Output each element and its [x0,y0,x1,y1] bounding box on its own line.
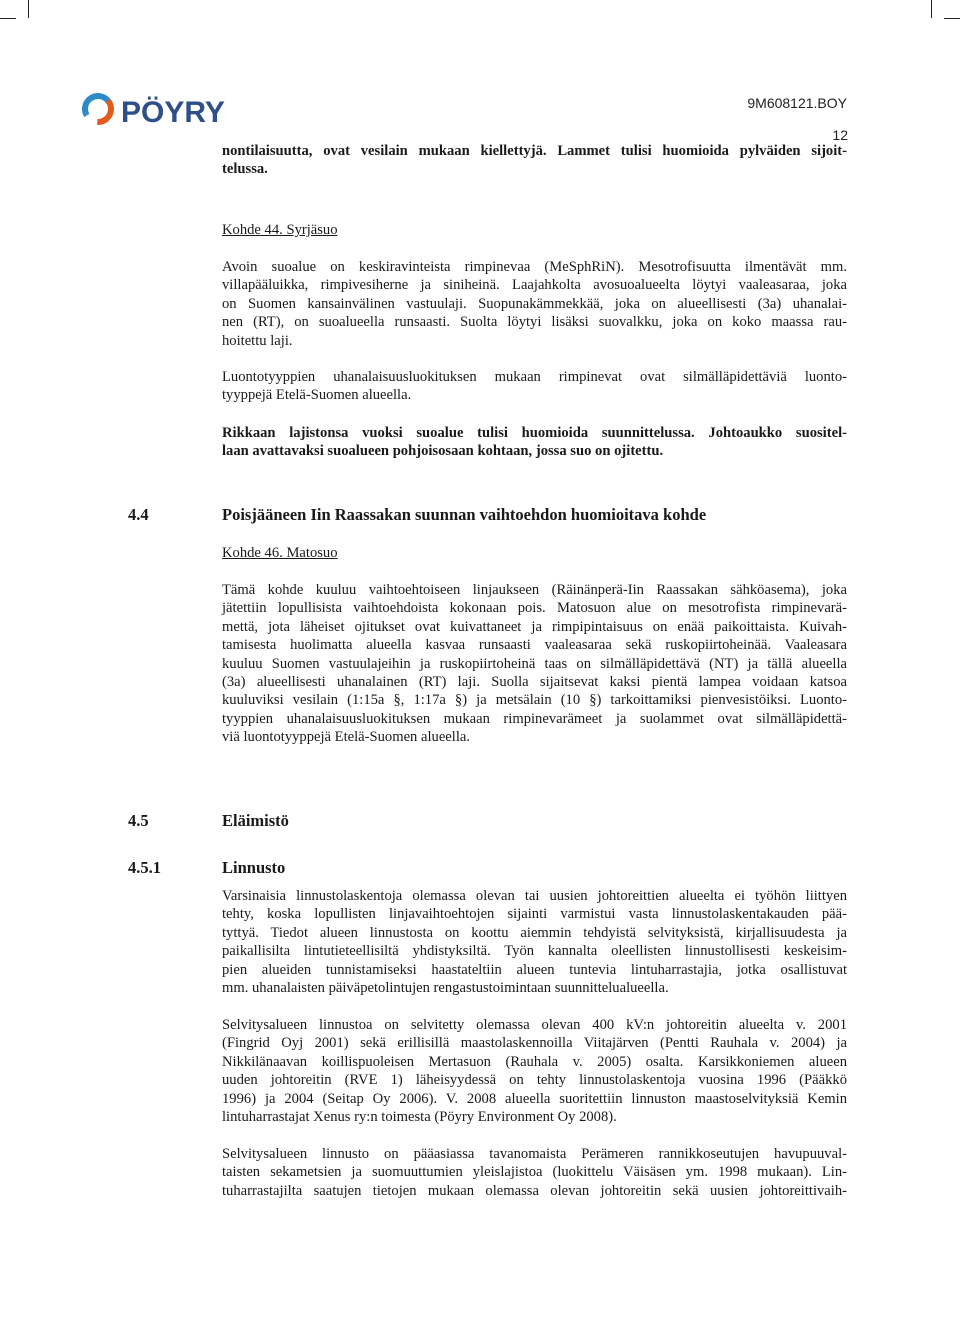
kohde-44-paragraph-3 [222,424,847,461]
text-line: tyyppien uhanalaisuusluokituksen mukaan rimpinevarämeet ja suolammet ovat silmälläpidettä- [222,710,847,727]
intro-paragraph [222,142,847,179]
page-number: 12 [832,127,848,143]
text-line: Selvitysalueen linnusto on pääasiassa tavanomaista Perämeren rannikkoseutujen havupuuval- [222,1146,847,1162]
kohde-44-paragraph-2 [222,368,847,405]
section-number: 4.5.1 [128,858,161,877]
text-line: Luontotyyppien uhanalaisuusluokituksen mukaan rimpinevat ovat silmälläpidettäviä luonto- [222,369,847,385]
text-line: Rikkaan lajistonsa vuoksi suoalue tulisi huomioida suunnittelussa. Johtoaukko suositel- [222,425,847,441]
section-number: 4.5 [128,811,149,830]
text-line: Tämä kohde kuuluu vaihtoehtoiseen linjaukseen (Räinänperä-Iin Raassakan sähköasema), joka [222,582,847,598]
text-line: Varsinaisia linnustolaskentoja olemassa olevan tai uusien johtoreittien alueelta ei työhön liittyen [222,888,847,904]
text-line: hoitettu laji. [222,332,293,349]
crop-mark [931,0,932,18]
section-heading: Linnusto [222,858,286,877]
text-line: tyttyä. Tiedot alueen linnustosta on koottu aiemmin tehdyistä selvityksistä, kirjallisuudesta ja [222,924,847,941]
text-line: nontilaisuutta, ovat vesilain mukaan kiellettyjä. Lammet tulisi huomioida pylväiden sijoit- [222,143,847,159]
text-line: 1996) ja 2004 (Seitap Oy 2006). V. 2008 alueella suoritettiin linnuston maastoselvityksiä Kemin [222,1090,847,1107]
text-line: tyyppejä Etelä-Suomen alueella. [222,387,412,404]
text-line: taisten sekametsien ja suomuuttumien yleislajistoa (luokittelu Väisäsen ym. 1998 mukaan). Lin- [222,1164,847,1181]
text-line: telussa. [222,161,268,178]
text-line: Avoin suoalue on keskiravinteista rimpinevaa (MeSphRiN). Mesotrofisuutta ilmentävät mm. [222,259,847,275]
text-line: laan avattavaksi suoalueen pohjoisosaan kohtaan, jossa suo on ojitettu. [222,443,664,460]
text-line: Selvitysalueen linnustoa on selvitetty olemassa olevan 400 kV:n johtoreitin alueelta v. 2001 [222,1017,847,1033]
linnusto-paragraph-1 [222,887,847,997]
text-line: tehty, koska lopullisten linjavaihtoehtojen sijainti varmistui vasta linnustolaskentakauden pää- [222,906,847,923]
brand-text: PÖYRY [121,96,225,126]
text-line: Nikkilänaavan koillispuoleisen Mertasuon (Rauhala v. 2005) osalta. Karsikkoniemen alueen [222,1053,847,1070]
text-line: jätettiin lopullisista vaihtoehdoista kokonaan pois. Matosuon alue on mesotrofista rimpinevarä- [222,600,847,617]
text-line: (3a) alueellisesti uhanalainen (RT) laji. Suolla sijaitsevat kaksi pientä lampea voidaan katsoa [222,674,847,691]
crop-mark [28,0,29,18]
text-line: (Fingrid Oyj 2001) sekä erillisillä maastolaskennoilla Viitajärven (Pentti Rauhala v. 2004) ja [222,1035,847,1052]
text-line: villapääluikka, rimpivesiherne ja siniheinä. Laajahkolta avosuoalueelta löytyi vaaleasaraa, joka [222,277,847,294]
kohde-46-paragraph [222,581,847,747]
text-line: tamisesta huolimatta alueella kasvaa runsaasti vaaleasaraa sekä ruskopiirtoheinää. Vaaleasara [222,637,847,654]
text-line: tuharrastajilta saatujen tietojen mukaan olemassa olevan johtoreitin sekä uusien johtoreittivaih- [222,1182,847,1199]
text-line: nen (RT), on suoalueella runsaasti. Suolta löytyi lisäksi suovalkku, joka on koko maassa rau- [222,314,847,331]
poyry-logo [81,92,273,126]
text-line: kuuluu Suomen vastuulajeihin ja ruskopiirtoheinä taas on silmälläpidettävä (NT) ja tällä alueella [222,655,847,672]
document-id: 9M608121.BOY [747,95,847,111]
text-line: uuden johtoreitin (RVE 1) läheisyydessä on tehty linnustolaskentoja vuosina 1996 (Pääkkö [222,1072,847,1089]
linnusto-paragraph-2 [222,1016,847,1126]
kohde-44-title: Kohde 44. Syrjäsuo [222,222,338,238]
text-line: pien alueiden tunnistamiseksi haastateltiin alueen tuntevia lintuharrastajia, jotka osallistuvat [222,961,847,978]
section-number: 4.4 [128,505,149,524]
linnusto-paragraph-3 [222,1145,847,1200]
text-line: paikallisilta lintutieteellisiltä yhdistyksiltä. Työn kannalta oleellisten linnustollisesti keskeisim- [222,943,847,960]
text-line: on Suomen kansainvälinen vastuulaji. Suopunakämmekkää, joka on alueellisesti (3a) uhanalai- [222,295,847,312]
text-line: lintuharrastajat Xenus ry:n toimesta (Pöyry Environment Oy 2008). [222,1109,617,1126]
text-line: mettä, jota läheiset ojitukset ovat kuivattaneet ja rimpipintaisuus on enää paikoittaista. Kuivah- [222,618,847,635]
kohde-44-paragraph-1 [222,258,847,350]
section-heading: Eläimistö [222,811,289,830]
crop-mark [944,18,960,19]
text-line: mm. uhanalaisten päiväpetolintujen rengastustoimintaan suunnittelualueella. [222,980,669,997]
text-line: viä luontotyyppejä Etelä-Suomen alueella. [222,729,471,746]
crop-mark [0,18,16,19]
text-line: kuuluviksi vesilain (1:15a §, 1:17a §) ja metsälain (10 §) tarkoittamiksi pienvesistöiksi. Luonto- [222,692,847,709]
kohde-46-title: Kohde 46. Matosuo [222,545,338,561]
section-heading: Poisjääneen Iin Raassakan suunnan vaihtoehdon huomioitava kohde [222,505,707,524]
